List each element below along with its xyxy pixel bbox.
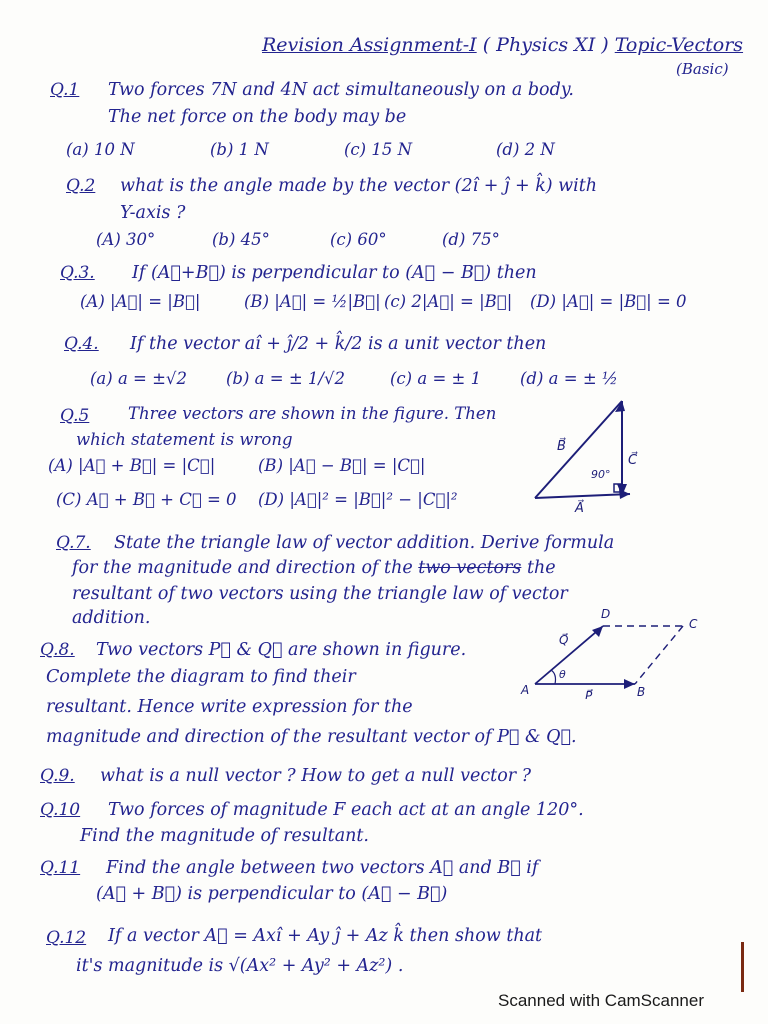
question-text: what is the angle made by the vector (2î + ĵ + k̂) with xyxy=(120,176,598,196)
margin-mark xyxy=(741,942,744,992)
question-text: Two vectors P⃗ & Q⃗ are shown in figure. xyxy=(96,640,467,660)
question-text: what is a null vector ? How to get a null vector ? xyxy=(100,766,532,786)
label-c: C xyxy=(689,617,698,631)
option: (A) |A⃗ + B⃗| = |C⃗| xyxy=(48,456,216,475)
question-text: State the triangle law of vector addition. Derive formula xyxy=(114,533,615,553)
option: (A) |A⃗| = |B⃗| xyxy=(80,292,201,311)
question-text: addition. xyxy=(72,608,151,628)
question-text: Three vectors are shown in the figure. Then xyxy=(128,404,497,423)
question-number: Q.5 xyxy=(60,406,90,426)
struck-text: two vectors xyxy=(418,558,522,578)
arrowhead-a xyxy=(619,489,630,499)
question-text: The net force on the body may be xyxy=(108,107,407,127)
label-theta: θ xyxy=(559,668,566,681)
scanner-watermark: Scanned with CamScanner xyxy=(498,991,705,1010)
arrowhead-q xyxy=(592,626,603,637)
parallelogram-figure xyxy=(515,604,705,703)
label-q: Q⃗ xyxy=(559,633,569,647)
option: (b) 45° xyxy=(212,230,270,249)
question-text: resultant of two vectors using the triangle law of vector xyxy=(72,584,568,604)
question-text: it's magnitude is √(Ax² + Ay² + Az²) . xyxy=(76,956,404,976)
vector-b-line xyxy=(535,401,622,498)
option: (a) a = ±√2 xyxy=(90,369,187,388)
question-number: Q.11 xyxy=(40,858,81,878)
option: (c) 15 N xyxy=(344,140,413,159)
option: (D) |A⃗| = |B⃗| = 0 xyxy=(530,292,687,311)
page-title xyxy=(262,34,743,56)
question-number: Q.10 xyxy=(40,800,81,820)
option: (B) |A⃗ − B⃗| = |C⃗| xyxy=(258,456,426,475)
option: (d) 75° xyxy=(442,230,500,249)
question-text: which statement is wrong xyxy=(76,430,293,449)
question-text: (A⃗ + B⃗) is perpendicular to (A⃗ − B⃗) xyxy=(96,884,448,904)
angle-arc xyxy=(551,670,556,684)
vector-a-line xyxy=(535,494,630,498)
question-text: If (A⃗+B⃗) is perpendicular to (A⃗ − B⃗) then xyxy=(132,263,537,283)
label-d: D xyxy=(601,607,611,621)
level-label: (Basic) xyxy=(676,60,729,78)
topic-label: Topic-Vectors xyxy=(614,34,744,56)
question-text: Find the magnitude of resultant. xyxy=(80,826,369,846)
label-a: A⃗ xyxy=(575,501,584,513)
assignment-title: Revision Assignment-I xyxy=(262,34,477,56)
option: (b) 1 N xyxy=(210,140,269,159)
question-text: If the vector aî + ĵ/2 + k̂/2 is a unit vector then xyxy=(130,334,547,354)
label-a: A xyxy=(521,683,530,697)
question-text: Complete the diagram to find their xyxy=(46,667,356,687)
option: (c) 60° xyxy=(330,230,387,249)
arrowhead-p xyxy=(624,679,635,689)
option: (c) a = ± 1 xyxy=(390,369,482,388)
question-text: resultant. Hence write expression for the xyxy=(46,697,413,717)
question-number: Q.12 xyxy=(46,928,87,948)
question-text: Two forces of magnitude F each act at an angle 120°. xyxy=(108,800,584,820)
question-number: Q.8. xyxy=(40,640,75,660)
question-number: Q.2 xyxy=(66,176,96,196)
option: (B) |A⃗| = ½|B⃗| xyxy=(244,292,381,311)
question-number: Q.4. xyxy=(64,334,99,354)
option: (D) |A⃗|² = |B⃗|² − |C⃗|² xyxy=(258,490,458,509)
question-number: Q.3. xyxy=(60,263,95,283)
question-text: If a vector A⃗ = Axî + Ay ĵ + Az k̂ then show that xyxy=(108,926,543,946)
option: (d) 2 N xyxy=(496,140,555,159)
label-b: B xyxy=(637,685,646,699)
option: (c) 2|A⃗| = |B⃗| xyxy=(384,292,513,311)
option: (d) a = ± ½ xyxy=(520,369,618,388)
vector-triangle-figure xyxy=(525,398,640,517)
dashed-side-line xyxy=(635,626,683,684)
label-b: B⃗ xyxy=(557,439,566,454)
question-text: for the magnitude and direction of the two vectors the xyxy=(72,558,556,578)
option: (a) 10 N xyxy=(66,140,135,159)
question-text: Find the angle between two vectors A⃗ and B⃗ if xyxy=(106,858,539,878)
option: (b) a = ± 1/√2 xyxy=(226,369,345,388)
question-number: Q.7. xyxy=(56,533,91,553)
label-p: P⃗ xyxy=(585,689,593,699)
question-text: Y-axis ? xyxy=(120,203,186,223)
label-angle: 90° xyxy=(591,468,611,481)
question-text: Two forces 7N and 4N act simultaneously on a body. xyxy=(108,80,574,100)
option: (C) A⃗ + B⃗ + C⃗ = 0 xyxy=(56,490,237,509)
option: (A) 30° xyxy=(96,230,156,249)
vector-q-line xyxy=(535,626,603,684)
question-number: Q.1 xyxy=(50,80,80,100)
question-number: Q.9. xyxy=(40,766,75,786)
class-label: ( Physics XI ) xyxy=(482,34,609,56)
label-c: C⃗ xyxy=(628,453,638,468)
question-text: magnitude and direction of the resultant vector of P⃗ & Q⃗. xyxy=(46,727,577,747)
